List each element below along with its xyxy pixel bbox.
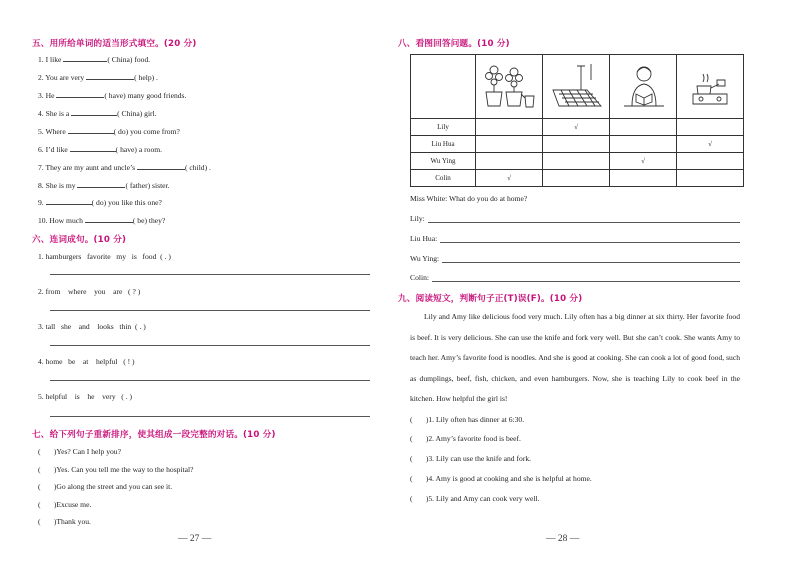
fill-item <box>38 163 211 172</box>
fill-item <box>38 181 170 190</box>
tf-item <box>410 494 540 503</box>
fill-item-pre: 3. He <box>38 91 55 100</box>
order-paren[interactable]: ( ) <box>38 500 57 509</box>
answer-line[interactable] <box>50 345 370 346</box>
check-cell[interactable] <box>476 136 543 153</box>
section9-title: 九、阅读短文，判断句子正(T)误(F)。(10 分) <box>398 294 583 304</box>
picture-row <box>411 55 744 119</box>
check-cell[interactable] <box>677 170 744 187</box>
section5-title: 五、用所给单词的适当形式填空。(20 分) <box>32 39 197 49</box>
reading-passage: Lily and Amy like delicious food very much. Lily often has a big dinner at six thirty. Her favorite food is beef. It is very delicious. She can use the knife and fork very well. But she can’t cook. She wants Amy to teach her. Amy’s favorite food is noodles. And she is good at cooking. She can cook a lot of good food, such as dumplings, beef, fish, chicken, and even hamburgers. Now, she is teaching Lily to cook beef in the kitchen. How helpful the girl is! <box>410 312 740 404</box>
fill-item-word: ( have) <box>115 145 137 154</box>
fill-item-word: ( have) <box>104 91 126 100</box>
tf-item <box>410 434 521 443</box>
table-row <box>411 119 744 136</box>
word-order-item: 1. hamburgers favorite my is food ( . ) <box>38 252 171 261</box>
order-paren[interactable]: ( ) <box>38 447 57 456</box>
fill-item-post: . <box>209 163 211 172</box>
reading-book-icon <box>614 60 672 112</box>
check-cell[interactable]: √ <box>677 136 744 153</box>
question-text: Miss White: What do you do at home? <box>410 194 528 203</box>
tf-text: 3. Lily can use the knife and fork. <box>428 454 532 463</box>
fill-item-pre: 4. She is a <box>38 109 70 118</box>
fill-item-post: a room. <box>138 145 163 154</box>
fill-item-post: you like this one? <box>108 198 162 207</box>
tf-text: 4. Amy is good at cooking and she is helpful at home. <box>428 474 592 483</box>
answer-blank[interactable] <box>46 204 92 205</box>
tf-text: 5. Lily and Amy can cook very well. <box>428 494 540 503</box>
cooking-stove-icon <box>681 60 739 112</box>
fill-item <box>38 198 162 207</box>
tf-item <box>410 415 524 424</box>
answer-blank[interactable] <box>68 133 114 134</box>
tf-item <box>410 454 531 463</box>
page-number: — 27 — <box>178 534 212 544</box>
fill-item-pre: 1. I like <box>38 55 62 64</box>
cleaning-floor-icon <box>547 60 605 112</box>
answer-line[interactable] <box>50 416 370 417</box>
dialog-text: Yes. Can you tell me the way to the hospital? <box>56 465 194 474</box>
tf-paren[interactable]: ( ) <box>410 474 429 483</box>
section7-title: 七、给下列句子重新排序，使其组成一段完整的对话。(10 分) <box>32 430 276 440</box>
dialog-item <box>38 465 194 474</box>
table-row <box>411 170 744 187</box>
answer-line[interactable] <box>432 281 740 282</box>
fill-item <box>38 145 162 154</box>
picture-cell <box>543 55 610 119</box>
row-name: Lily <box>411 119 476 136</box>
answer-line[interactable] <box>50 310 370 311</box>
fill-item-pre: 6. I’d like <box>38 145 68 154</box>
answer-blank[interactable] <box>77 187 125 188</box>
table-row <box>411 136 744 153</box>
dialog-item <box>38 500 91 509</box>
fill-item-word: ( do) <box>113 127 129 136</box>
fill-item-pre: 7. They are my aunt and uncle’s <box>38 163 136 172</box>
dialog-text: Go along the street and you can see it. <box>56 482 173 491</box>
fill-item-pre: 10. How much <box>38 216 83 225</box>
fill-item-word: ( China) <box>117 109 143 118</box>
answer-label: Wu Ying: <box>410 254 440 263</box>
picture-cell <box>476 55 543 119</box>
dialog-text: Excuse me. <box>56 500 92 509</box>
flower-pots-watering-icon <box>480 60 538 112</box>
answer-label: Lily: <box>410 214 425 223</box>
order-paren[interactable]: ( ) <box>38 465 57 474</box>
check-cell[interactable]: √ <box>610 153 677 170</box>
fill-item <box>38 109 157 118</box>
answer-line[interactable] <box>50 274 370 275</box>
answer-blank[interactable] <box>137 169 185 170</box>
tf-item <box>410 474 592 483</box>
picture-cell <box>677 55 744 119</box>
dialog-item <box>38 517 91 526</box>
check-cell[interactable] <box>476 119 543 136</box>
fill-item-word: ( China) <box>107 55 133 64</box>
fill-item-post: food. <box>134 55 151 64</box>
fill-item-pre: 8. She is my <box>38 181 76 190</box>
order-paren[interactable]: ( ) <box>38 517 57 526</box>
word-order-item: 4. home be at helpful ( ! ) <box>38 357 135 366</box>
word-order-item: 2. from where you are ( ? ) <box>38 287 141 296</box>
answer-blank[interactable] <box>56 97 104 98</box>
fill-item-word: ( do) <box>91 198 107 207</box>
check-cell[interactable] <box>543 136 610 153</box>
fill-item-word: ( be) <box>132 216 147 225</box>
check-cell[interactable]: √ <box>476 170 543 187</box>
fill-item-pre: 9. <box>38 198 44 207</box>
answer-label: Liu Hua: <box>410 234 438 243</box>
fill-item-word: ( help) <box>134 73 155 82</box>
dialog-text: Yes? Can I help you? <box>56 447 121 456</box>
row-name: Liu Hua <box>411 136 476 153</box>
word-order-item: 5. helpful is he very ( . ) <box>38 392 133 401</box>
fill-item-word: ( child) <box>184 163 208 172</box>
dialog-item <box>38 482 172 491</box>
answer-blank[interactable] <box>86 79 134 80</box>
fill-item-post: you come from? <box>130 127 180 136</box>
section8-title: 八、看图回答问题。(10 分) <box>398 39 510 49</box>
answer-blank[interactable] <box>70 151 116 152</box>
dialog-text: Thank you. <box>56 517 91 526</box>
fill-item <box>38 91 186 100</box>
tf-paren[interactable]: ( ) <box>410 494 429 503</box>
row-name: Colin <box>411 170 476 187</box>
word-order-item: 3. tall she and looks thin ( . ) <box>38 322 146 331</box>
answer-line[interactable] <box>50 380 370 381</box>
answer-line[interactable] <box>428 222 740 223</box>
check-cell[interactable]: √ <box>543 119 610 136</box>
answer-blank[interactable] <box>71 115 117 116</box>
check-cell[interactable] <box>677 153 744 170</box>
tf-paren[interactable]: ( ) <box>410 434 429 443</box>
fill-item <box>38 55 150 64</box>
fill-item-pre: 5. Where <box>38 127 66 136</box>
fill-item-post: sister. <box>152 181 170 190</box>
fill-item <box>38 216 165 225</box>
activity-table <box>410 54 744 187</box>
tf-paren[interactable]: ( ) <box>410 415 429 424</box>
answer-blank[interactable] <box>85 222 133 223</box>
check-cell[interactable] <box>677 119 744 136</box>
check-cell[interactable] <box>610 119 677 136</box>
tf-text: 1. Lily often has dinner at 6:30. <box>428 415 525 424</box>
fill-item-post: girl. <box>144 109 157 118</box>
answer-line[interactable] <box>440 242 740 243</box>
fill-item-word: ( father) <box>125 181 151 190</box>
check-cell[interactable] <box>476 153 543 170</box>
fill-item <box>38 127 180 136</box>
corner-cell <box>411 55 476 119</box>
table-row <box>411 153 744 170</box>
check-cell[interactable] <box>543 153 610 170</box>
check-cell[interactable] <box>610 136 677 153</box>
fill-item <box>38 73 158 82</box>
fill-item-post: . <box>156 73 158 82</box>
answer-line[interactable] <box>442 262 740 263</box>
tf-text: 2. Amy’s favorite food is beef. <box>428 434 521 443</box>
dialog-item <box>38 447 121 456</box>
row-name: Wu Ying <box>411 153 476 170</box>
fill-item-post: many good friends. <box>127 91 187 100</box>
picture-cell <box>610 55 677 119</box>
tf-paren[interactable]: ( ) <box>410 454 429 463</box>
answer-blank[interactable] <box>63 61 107 62</box>
page-number: — 28 — <box>546 534 580 544</box>
order-paren[interactable]: ( ) <box>38 482 57 491</box>
fill-item-pre: 2. You are very <box>38 73 85 82</box>
answer-label: Colin: <box>410 273 429 282</box>
section6-title: 六、连词成句。(10 分) <box>32 235 127 245</box>
check-cell[interactable] <box>610 170 677 187</box>
check-cell[interactable] <box>543 170 610 187</box>
fill-item-post: they? <box>148 216 166 225</box>
